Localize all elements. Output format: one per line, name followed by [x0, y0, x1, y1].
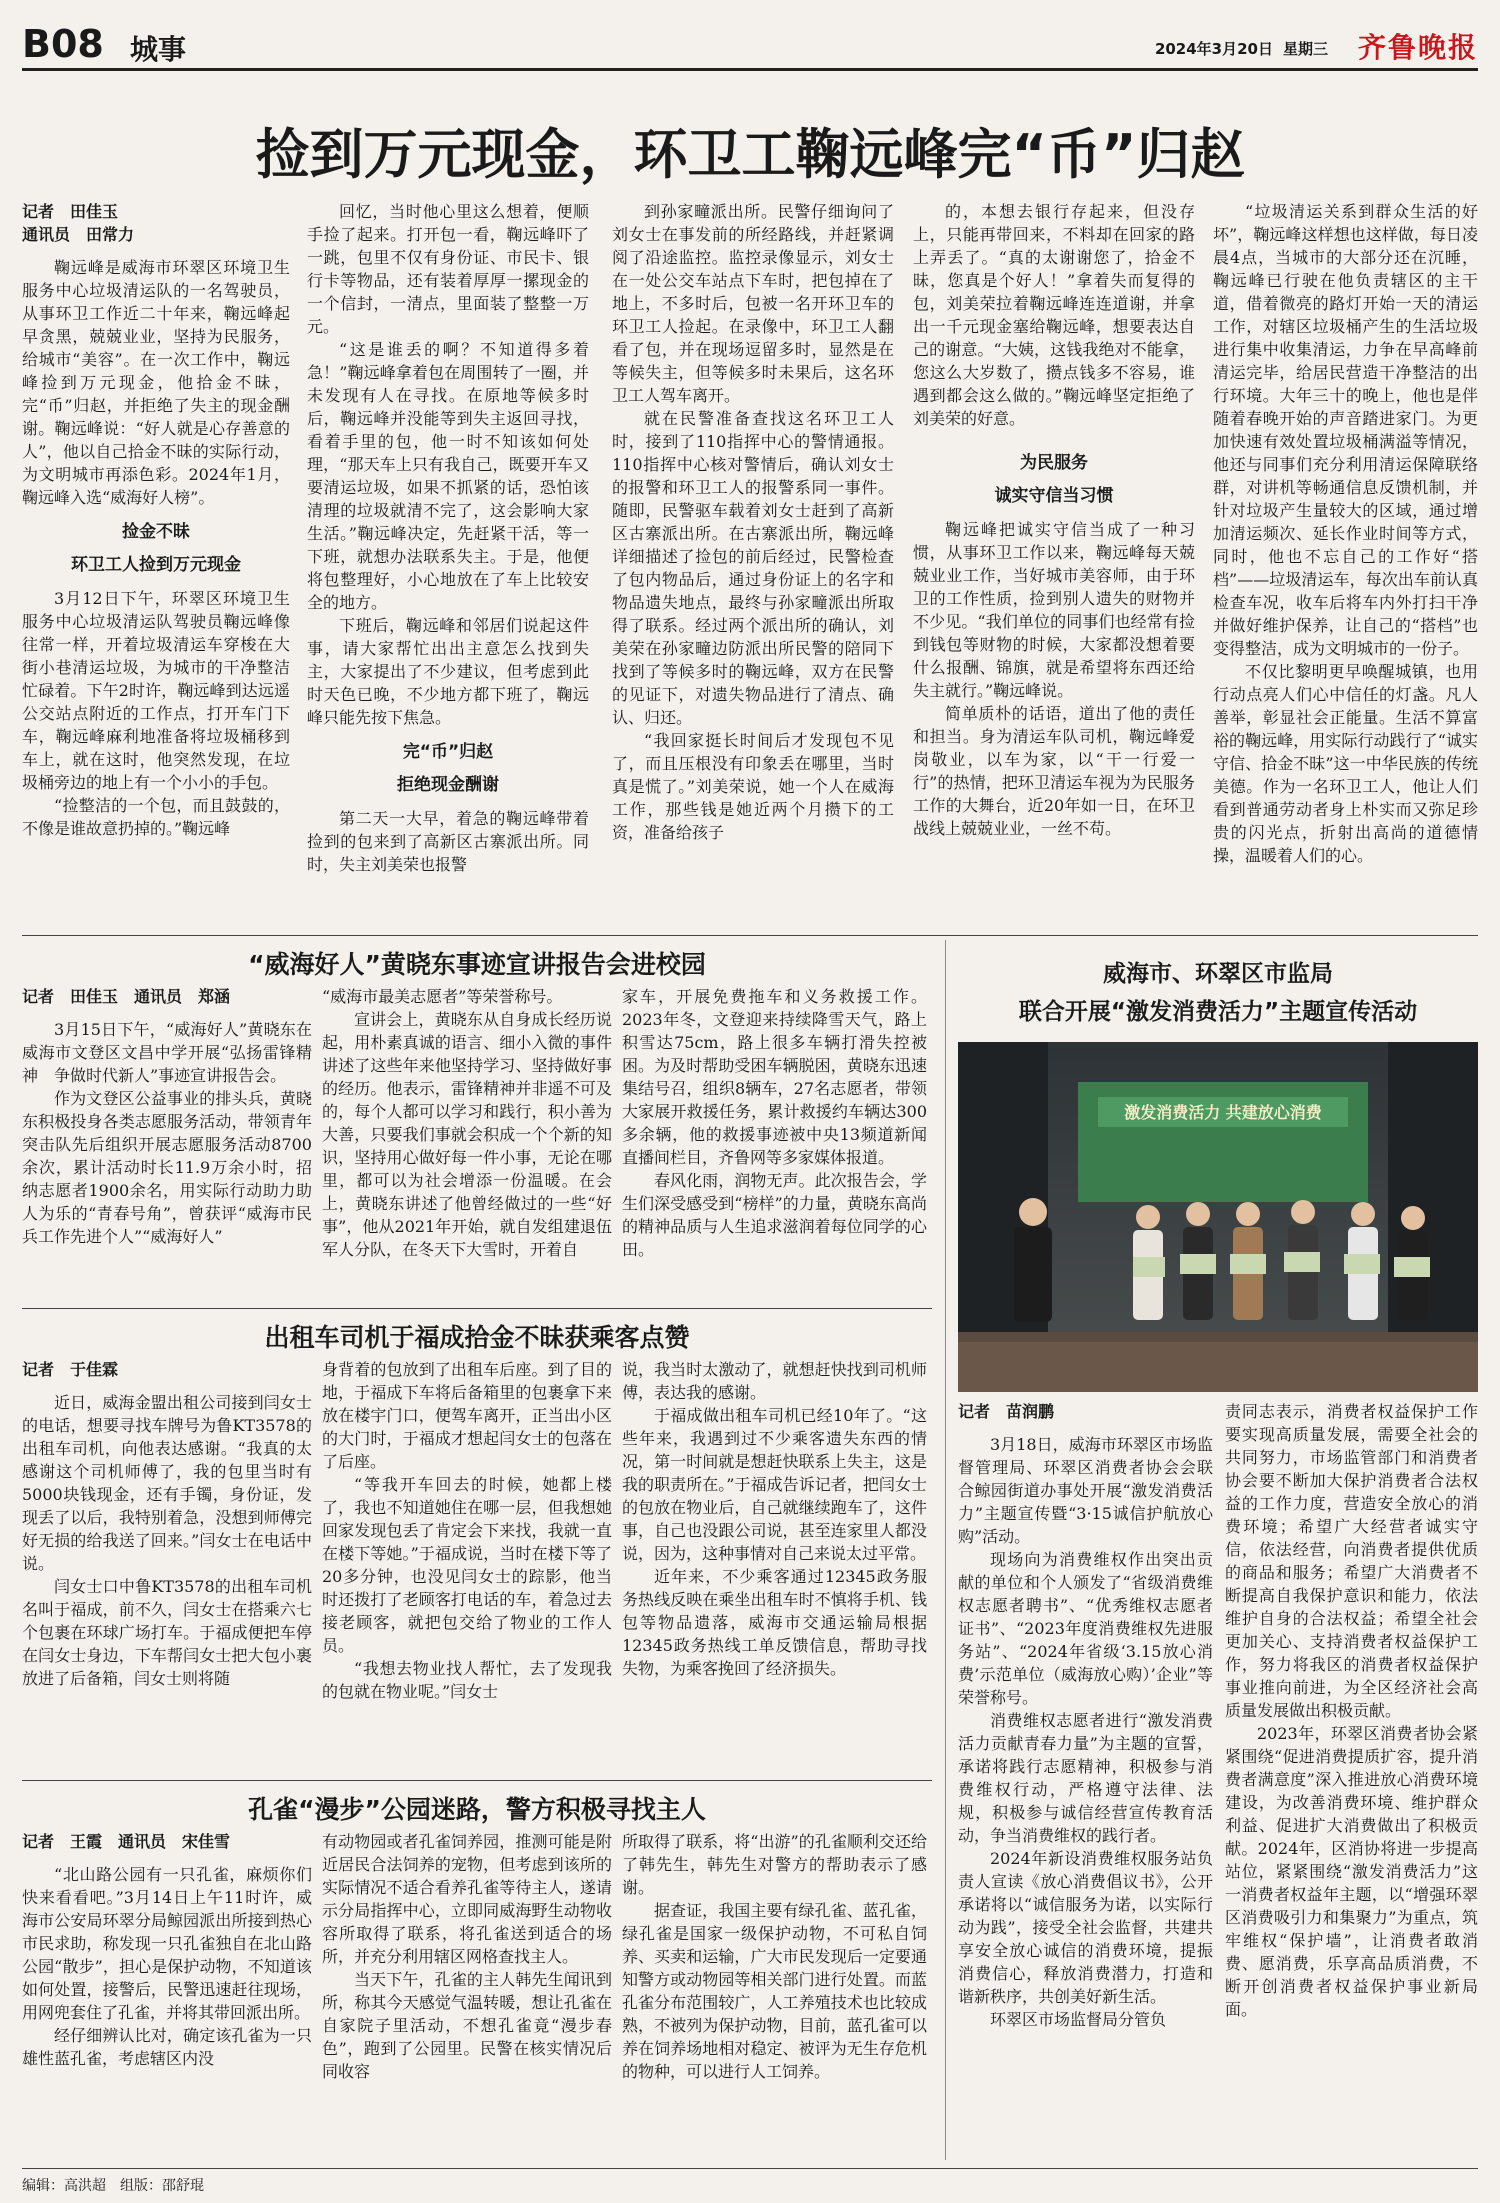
- newspaper-logo: 齐鲁晚报: [1357, 31, 1478, 64]
- article3-column-2: [322, 1358, 612, 1776]
- article3-paragraph: “等我开车回去的时候，她都上楼了，我也不知道她住在哪一层，但我想她回家发现包丢了肯定会下来找，我就一直在楼下等她。”于福成说，当时在楼下等了20多分钟，也没见闫女士的踪影，他当时还拨打了老顾客打电话的车，着急过去接老顾客，就把包交给了物业的工作人员。: [322, 1475, 612, 1655]
- article2-paragraph: 春风化雨，润物无声。此次报告会，学生们深受感受到“榜样”的力量，黄晓东高尚的精神品质与人生追求滋润着每位同学的心田。: [622, 1171, 927, 1259]
- event-banner-text: 激发消费活力 共建放心消费: [1124, 1103, 1322, 1122]
- article3-column-1: [22, 1358, 312, 1776]
- article5-paragraph: 环翠区市场监督局分管负: [990, 2010, 1167, 2029]
- article4-paragraph: 经仔细辨认比对，确定该孔雀为一只雄性蓝孔雀，考虑辖区内没: [22, 2026, 312, 2068]
- article5-column-1: [958, 1400, 1213, 2162]
- article2-paragraph: 家车，开展免费拖车和义务救援工作。2023年冬，文登迎来持续降雪天气，路上积雪达75cm，路上很多车辆打滑失控被困。为及时帮助受困车辆脱困，黄晓东迅速集结号召，组织8辆车，27名志愿者，带领大家展开救援任务，累计救援约车辆达300多余辆，他的救援事迹被中央13频道新闻直播间栏目，齐鲁网等多家媒体报道。: [622, 987, 927, 1167]
- article1-paragraph: 到孙家疃派出所。民警仔细询问了刘女士在事发前的所经路线，并赶紧调阅了沿途监控。监控录像显示，刘女士在一处公交车站点下车时，把包掉在了地上，不多时后，包被一名开环卫车的环卫工人捡起。在录像中，环卫工人翻看了包，并在现场逗留多时，显然是在等候失主，但等候多时未果后，这名环卫工人驾车离开。: [612, 202, 894, 405]
- article4-column-2: [322, 1830, 612, 2160]
- article4-paragraph: 有动物园或者孔雀饲养园，推测可能是附近居民合法饲养的宠物，但考虑到该所的实际情况不适合看养孔雀等待主人，遂请示分局指挥中心，立即同威海野生动物收容所取得了联系，将孔雀送到适合的场所，并充分利用辖区网格查找主人。: [322, 1832, 612, 1966]
- article3-byline: 记者 于佳霖: [22, 1360, 119, 1379]
- article1-paragraph: 就在民警准备查找这名环卫工人时，接到了110指挥中心的警情通报。110指挥中心核对警情后，确认刘女士的报警和环卫工人的报警系同一事件。随即，民警驱车载着刘女士赶到了高新区古寨派出所。在古寨派出所，鞠远峰详细描述了捡包的前后经过，民警检查了包内物品后，通过身份证上的名字和物品遗失地点，最终与孙家疃派出所取得了联系。经过两个派出所的确认，刘美荣在孙家疃边防派出所民警的陪同下找到了等候多时的鞠远峰，双方在民警的见证下，对遗失物品进行了清点、确认、归还。: [612, 409, 894, 727]
- article1-column-4: [913, 200, 1195, 930]
- article2-column-3: [622, 985, 927, 1303]
- article2-column-1: [22, 985, 312, 1303]
- article3-paragraph: 近年来，不少乘客通过12345政务服务热线反映在乘坐出租车时不慎将手机、钱包等物品遗落，威海市交通运输局根据12345政务热线工单反馈信息，帮助寻找失物，为乘客挽回了经济损失。: [622, 1567, 927, 1678]
- article4-paragraph: 当天下午，孔雀的主人韩先生闻讯到所，称其今天感觉气温转暖，想让孔雀在自家院子里活动，不想孔雀竟“漫步春色”，跑到了公园里。民警在核实情况后同收容: [322, 1970, 612, 2081]
- issue-date: 2024年3月20日: [1154, 40, 1273, 58]
- article3-headline: 出租车司机于福成拾金不昧获乘客点赞: [264, 1323, 690, 1352]
- article1-column-1: [22, 200, 290, 930]
- divider: [22, 935, 1478, 936]
- issue-weekday: 星期三: [1282, 40, 1328, 58]
- article1-byline-correspondent: 通讯员 田常力: [22, 225, 135, 244]
- article2-paragraph: 3月15日下午，“威海好人”黄晓东在威海市文登区文昌中学开展“弘扬雷锋精神 争做时代新人”事迹宣讲报告会。: [22, 1020, 312, 1085]
- article4-paragraph: 据查证，我国主要有绿孔雀、蓝孔雀，绿孔雀是国家一级保护动物，不可私自饲养、买卖和运输，广大市民发现后一定要通知警方或动物园等相关部门进行处置。而蓝孔雀分布范围较广，人工养殖技术也比较成熟，不被列为保护动物，目前，蓝孔雀可以养在饲养场地相对稳定、被评为无生存危机的物种，可以进行人工饲养。: [622, 1901, 927, 2081]
- article1-subhead-6: 诚实守信当习惯: [994, 486, 1114, 506]
- article5-paragraph: 2023年，环翠区消费者协会紧紧围绕“促进消费提质扩容，提升消费者满意度”深入推进放心消费环境建设，为改善消费环境、维护群众利益、促进扩大消费做出了积极贡献。2024年，区消协将进一步提高站位，紧紧围绕“激发消费活力”这一消费者权益年主题，以“增强环翠区消费吸引力和集聚力”为重点，筑牢维权“保护墙”，让消费者敢消费、愿消费，乐享高品质消费，不断开创消费者权益保护事业新局面。: [1225, 1724, 1478, 2019]
- article5-paragraph: 2024年新设消费维权服务站负责人宣读《放心消费倡议书》，公开承诺将以“诚信服务为诺，以实际行动为践”，接受全社会监督，共建共享安全放心诚信的消费环境，提振消费信心，释放消费潜力，打造和谐新秩序，共创美好新生活。: [958, 1849, 1213, 2006]
- article4-column-1: [22, 1830, 312, 2160]
- article3-paragraph: 近日，威海金盟出租公司接到闫女士的电话，想要寻找车牌号为鲁KT3578的出租车司机，向他表达感谢。“我真的太感谢这个司机师傅了，我的包里当时有5000块钱现金，还有手镯，身份证，发现丢了以后，我特别着急，没想到师傅完好无损的给我送了回来。”闫女士在电话中说。: [22, 1393, 312, 1573]
- article2-paragraph: 宣讲会上，黄晓东从自身成长经历说起，用朴素真诚的语言、细小入微的事件讲述了这些年来他坚持学习、坚持做好事的经历。他表示，雷锋精神并非遥不可及的，每个人都可以学习和践行，积小善为大善，只要我们事就会积成一个个新的知识，坚持用心做好每一件小事，无论在哪里，都可以为社会增添一份温暖。在会上，黄晓东讲述了他曾经做过的一些“好事”，他从2021年开始，就自发组建退伍军人分队，在冬天下大雪时，开着自: [322, 1010, 612, 1259]
- article2-byline: 记者 田佳玉 通讯员 郑涵: [22, 987, 231, 1006]
- article1-paragraph: 3月12日下午，环翠区环境卫生服务中心垃圾清运队驾驶员鞠远峰像往常一样，开着垃圾清运车穿梭在大街小巷清运垃圾，为城市的干净整洁忙碌着。下午2时许，鞠远峰到达远遥公交站点附近的工作点，打开车门下车，鞠远峰麻利地准备将垃圾桶移到车上，就在这时，他突然发现，在垃圾桶旁边的地上有一个小小的手包。: [22, 589, 290, 792]
- article1-paragraph: “垃圾清运关系到群众生活的好坏”，鞠远峰这样想也这样做，每日凌晨4点，当城市的大部分还在沉睡，鞠远峰已行驶在他负责辖区的主干道，借着微亮的路灯开始一天的清运工作，对辖区垃圾桶产生的生活垃圾进行集中收集清运，力争在早高峰前清运完毕，给居民营造干净整洁的出行环境。大年三十的晚上，他也是伴随着春晚开始的声音踏进家门。为更加快速有效处置垃圾桶满溢等情况，他还与同事们充分利用清运保障联络群，对讲机等畅通信息反馈机制，并针对垃圾产生量较大的区域，通过增加清运频次、延长作业时间等方式，同时，他也不忘自己的工作好“搭档”——垃圾清运车，每次出车前认真检查车况，收车后将车内外打扫干净并做好维护保养，让自己的“搭档”也变得整洁，成为文明城市的一份子。: [1213, 202, 1478, 658]
- article1-subhead-5: 为民服务: [1020, 453, 1088, 473]
- article4-paragraph: “北山路公园有一只孔雀，麻烦你们快来看看吧。”3月14日上午11时许，威海市公安局环翠分局鲸园派出所接到热心市民求助，称发现一只孔雀独自在北山路公园“散步”，担心是保护动物，不知道该如何处置，接警后，民警迅速赶往现场，用网兜套住了孔雀，并将其带回派出所。: [22, 1865, 312, 2022]
- article1-headline: 捡到万元现金，环卫工鞠远峰完“币”归赵: [255, 123, 1245, 186]
- article3-paragraph: 于福成做出租车司机已经10年了。“这些年来，我遇到过不少乘客遗失东西的情况，第一时间就是想赶快联系上失主，这是我的职责所在。”于福成告诉记者，把闫女士的包放在物业后，自己就继续跑车了，这件事，自己也没跟公司说，甚至连家里人都没说，因为，这种事情对自己来说太过平常。: [622, 1406, 927, 1563]
- divider: [22, 1308, 932, 1309]
- article5-byline: 记者 苗润鹏: [958, 1402, 1055, 1421]
- article1-paragraph: 的，本想去银行存起来，但没存上，只能再带回来，不料却在回家的路上弄丢了。“真的太谢谢您了，拾金不昧，您真是个好人！”拿着失而复得的包，刘美荣拉着鞠远峰连连道谢，并拿出一千元现金塞给鞠远峰，想要表达自己的谢意。“大姨，这钱我绝对不能拿，您这么大岁数了，攒点钱多不容易，谁遇到都会这么做的。”鞠远峰坚定拒绝了刘美荣的好意。: [913, 202, 1195, 428]
- article1-lead: 鞠远峰是威海市环翠区环境卫生服务中心垃圾清运队的一名驾驶员，从事环卫工作近二十年来，鞠远峰起早贪黑，兢兢业业，坚持为民服务，给城市“美容”。在一次工作中，鞠远峰捡到万元现金，他拾金不昧，完“币”归赵，并拒绝了失主的现金酬谢。鞠远峰说：“好人就是心存善意的人”，他以自己拾金不昧的实际行动，为文明城市再添色彩。2024年1月，鞠远峰入选“威海好人榜”。: [22, 258, 290, 507]
- section-name: 城事: [130, 33, 187, 66]
- article3-paragraph: 说，我当时太激动了，就想赶快找到司机师傅，表达我的感谢。: [622, 1360, 927, 1402]
- article5-column-2: [1225, 1400, 1478, 2162]
- article1-column-5: [1213, 200, 1478, 930]
- event-photo: [958, 1042, 1478, 1392]
- article5-paragraph: 现场向为消费维权作出突出贡献的单位和个人颁发了“省级消费维权志愿者聘书”、“优秀维权志愿者证书”、“2023年度消费维权先进服务站”、“2024年省级‘3.15放心消费’示范单位（威海放心购）’企业”等荣誉称号。: [958, 1550, 1213, 1707]
- article4-paragraph: 所取得了联系，将“出游”的孔雀顺利交还给了韩先生，韩先生对警方的帮助表示了感谢。: [622, 1832, 927, 1897]
- article1-paragraph: “捡整洁的一个包，而且鼓鼓的，不像是谁故意扔掉的。”鞠远峰: [22, 796, 290, 838]
- article5-headline-line1: 威海市、环翠区市监局: [1103, 961, 1333, 987]
- article5-paragraph: 3月18日，威海市环翠区市场监督管理局、环翠区消费者协会会联合鲸园街道办事处开展“激发消费活力”主题宣传暨“3·15诚信护航放心购”活动。: [958, 1435, 1213, 1546]
- article1-byline-reporter: 记者 田佳玉: [22, 202, 119, 221]
- article2-headline: “威海好人”黄晓东事迹宣讲报告会进校园: [248, 950, 706, 979]
- article1-paragraph: “这是谁丢的啊？不知道得多着急！”鞠远峰拿着包在周围转了一圈，并未发现有人在寻找。在原地等候多时后，鞠远峰并没能等到失主返回寻找，看着手里的包，他一时不知该如何处理，“那天车上只有我自己，既要开车又要清运垃圾，如果不抓紧的话，恐怕该清理的垃圾就清不完了，这会影响大家生活。”鞠远峰决定，先赶紧干活，等一下班，就想办法联系失主。于是，他便将包整理好，小心地放在了车上比较安全的地方。: [307, 340, 589, 612]
- article3-paragraph: 闫女士口中鲁KT3578的出租车司机名叫于福成，前不久，闫女士在搭乘六七个包裹在环球广场打车。于福成便把车停在闫女士身边，下车帮闫女士把大包小裹放进了后备箱，闫女士则将随: [22, 1577, 312, 1688]
- article4-byline: 记者 王霞 通讯员 宋佳雪: [22, 1832, 231, 1851]
- article4-column-3: [622, 1830, 927, 2160]
- article1-column-2: [307, 200, 589, 930]
- article1-subhead-1: 捡金不昧: [122, 522, 190, 542]
- article1-paragraph: 回忆，当时他心里这么想着，便顺手捡了起来。打开包一看，鞠远峰吓了一跳，包里不仅有身份证、市民卡、银行卡等物品，还有装着厚厚一摞现金的一个信封，一清点，里面装了整整一万元。: [307, 202, 589, 336]
- article4-headline: 孔雀“漫步”公园迷路，警方积极寻找主人: [248, 1795, 706, 1824]
- article3-paragraph: 身背着的包放到了出租车后座。到了目的地，于福成下车将后备箱里的包裹拿下来放在楼宇门口，便驾车离开，正当出小区的大门时，于福成才想起闫女士的包落在了后座。: [322, 1360, 612, 1471]
- article1-paragraph: 鞠远峰把诚实守信当成了一种习惯，从事环卫工作以来，鞠远峰每天兢兢业业工作，当好城市美容师，由于环卫的工作性质，捡到别人遗失的财物并不少见。“我们单位的同事们也经常有捡到钱包等财物的时候，大家都没想着要什么报酬、锦旗，就是希望将东西还给失主就行。”鞠远峰说。: [913, 520, 1195, 700]
- article5-paragraph: 消费维权志愿者进行“激发消费活力贡献青春力量”为主题的宣誓，承诺将践行志愿精神，积极参与消费维权行动，严格遵守法律、法规，积极参与诚信经营宣传教育活动，争当消费维权的践行者。: [958, 1711, 1213, 1845]
- article1-paragraph: 下班后，鞠远峰和邻居们说起这件事，请大家帮忙出出主意怎么找到失主，大家提出了不少建议，但考虑到此时天色已晚，不少地方都下班了，鞠远峰只能先按下焦急。: [307, 616, 589, 727]
- article5-headline-line2: 联合开展“激发消费活力”主题宣传活动: [1018, 999, 1418, 1025]
- article5-paragraph: 责同志表示，消费者权益保护工作要实现高质量发展，需要全社会的共同努力，市场监管部门和消费者协会要不断加大保护消费者合法权益的工作力度，营造安全放心的消费环境；希望广大经营者诚实守信，依法经营，向消费者提供优质的商品和服务；希望广大消费者不断提高自我保护意识和能力，依法维护自身的合法权益；希望全社会更加关心、支持消费者权益保护工作，努力将我区的消费者权益保护事业推向前进，为全区经济社会高质量发展做出积极贡献。: [1225, 1402, 1478, 1720]
- page-number: B08: [22, 22, 104, 66]
- article1-subhead-3: 完“币”归赵: [402, 742, 494, 762]
- article2-paragraph: 作为文登区公益事业的排头兵，黄晓东积极投身各类志愿服务活动，带领青年突击队先后组织开展志愿服务活动8700余次，累计活动时长11.9万余小时，招纳志愿者1900余名，用实际行动助力助人为乐的“青春号角”，曾获评“威海市民兵工作先进个人”“威海好人”: [22, 1089, 312, 1246]
- article1-paragraph: 简单质朴的话语，道出了他的责任和担当。身为清运车队司机，鞠远峰爱岗敬业，以车为家，以“干一行爱一行”的热情，把环卫清运车视为为民服务工作的大舞台，近20年如一日，在环卫战线上兢兢业业，一丝不苟。: [913, 704, 1195, 838]
- article2-column-2: [322, 985, 612, 1303]
- article1-paragraph: 第二天一大早，着急的鞠远峰带着捡到的包来到了高新区古寨派出所。同时，失主刘美荣也报警: [307, 809, 589, 874]
- page-header: [22, 20, 1478, 71]
- article3-column-3: [622, 1358, 927, 1776]
- divider: [22, 1780, 932, 1781]
- article1-paragraph: 不仅比黎明更早唤醒城镇，也用行动点亮人们心中信任的灯盏。凡人善举，彰显社会正能量。生活不算富裕的鞠远峰，用实际行动践行了“诚实守信、拾金不昧”这一中华民族的传统美德。作为一名环卫工人，他让人们看到普通劳动者身上朴实而又弥足珍贵的闪光点，折射出高尚的道德情操，温暖着人们的心。: [1213, 662, 1478, 865]
- page-footer-credits: 编辑：高洪超 组版：邵舒琨: [22, 2168, 1478, 2195]
- article1-column-3: [612, 200, 894, 930]
- column-divider: [945, 940, 946, 2160]
- article1-paragraph: “我回家挺长时间后才发现包不见了，而且压根没有印象丢在哪里，当时真是慌了。”刘美荣说，她一个人在威海工作，那些钱是她近两个月攒下的工资，准备给孩子: [612, 731, 894, 842]
- article3-paragraph: “我想去物业找人帮忙，去了发现我的包就在物业呢。”闫女士: [322, 1659, 612, 1701]
- article1-subhead-4: 拒绝现金酬谢: [397, 775, 499, 795]
- article1-subhead-2: 环卫工人捡到万元现金: [71, 555, 241, 575]
- article2-paragraph: “威海市最美志愿者”等荣誉称号。: [322, 987, 563, 1006]
